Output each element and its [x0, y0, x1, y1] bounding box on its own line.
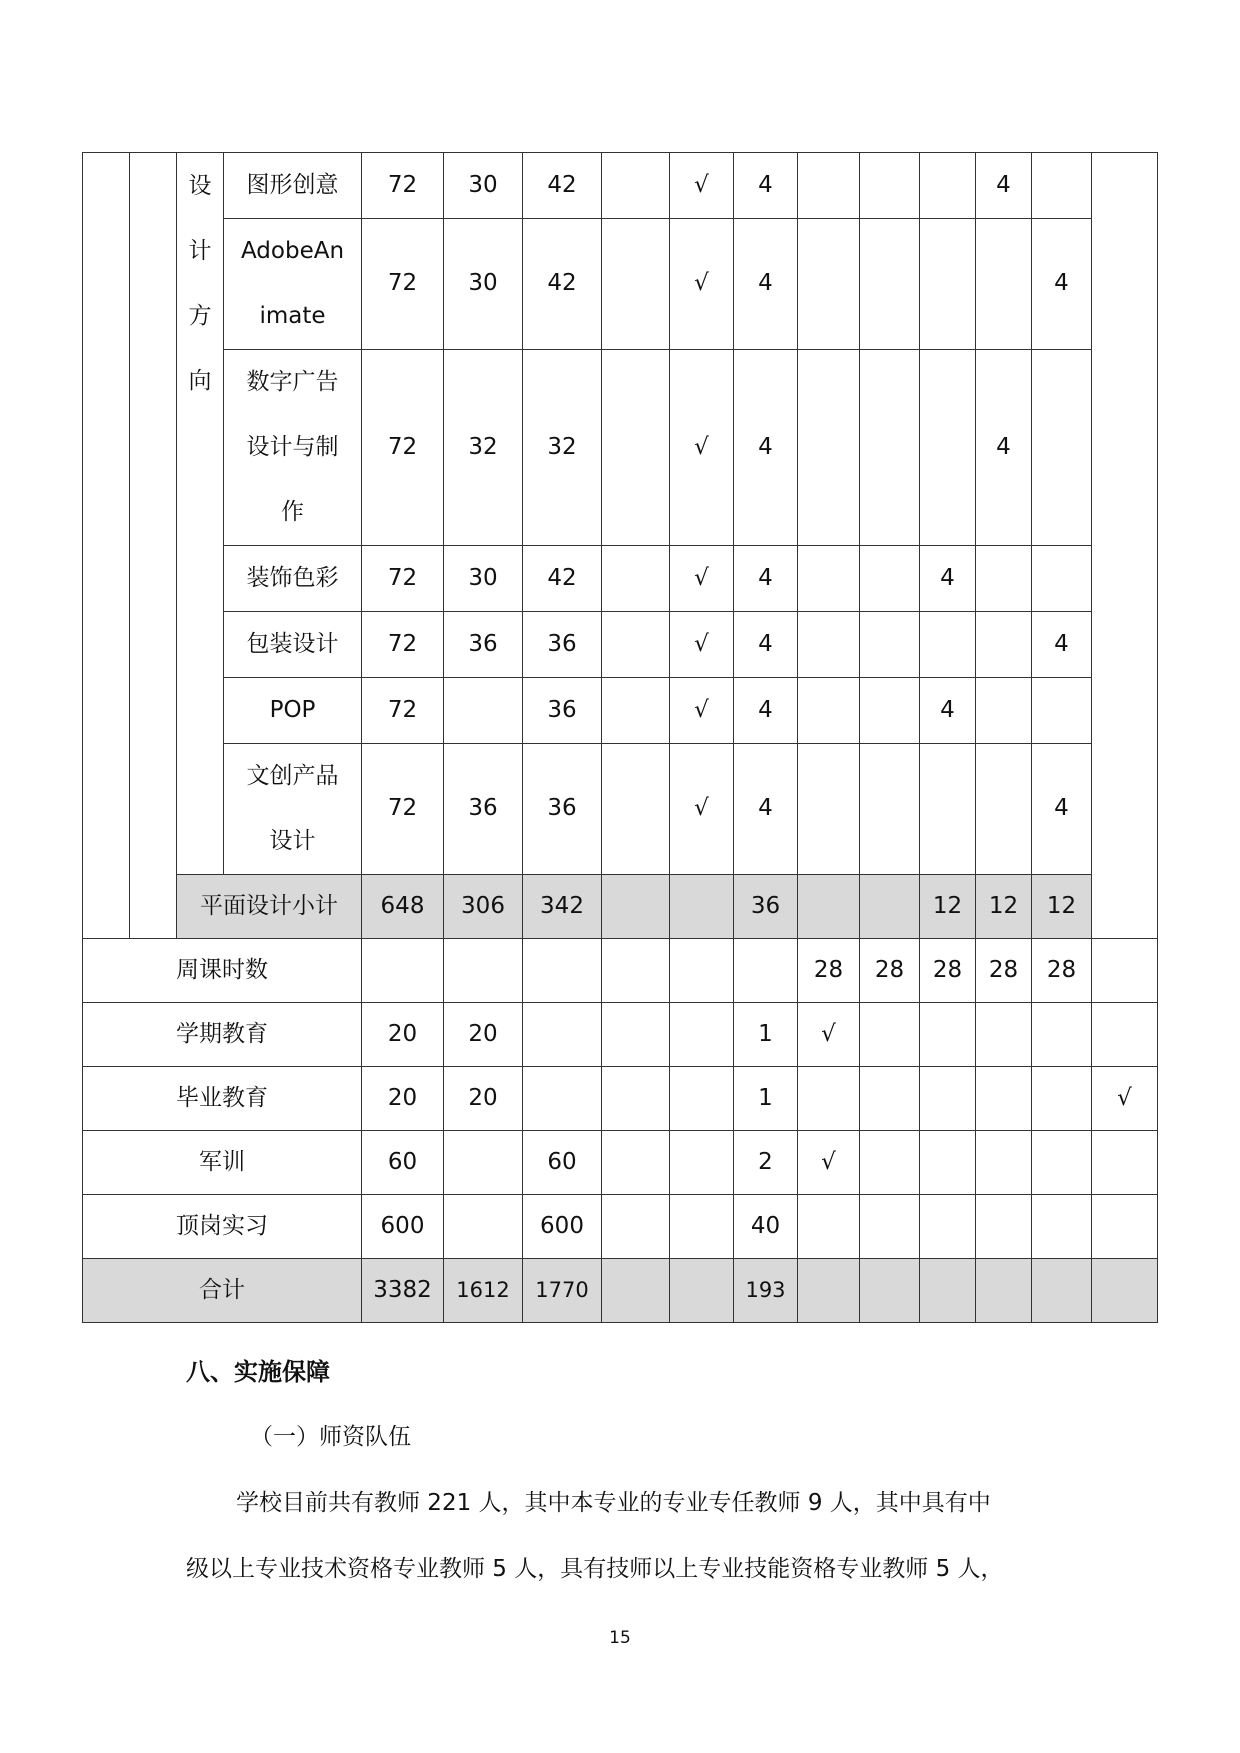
credit: 193	[734, 1259, 798, 1323]
exam-mark	[602, 678, 670, 744]
paragraph-line: 级以上专业技术资格专业教师 5 人，具有技师以上专业技能资格专业教师 5 人，	[186, 1556, 1004, 1582]
credit: 4	[734, 744, 798, 875]
semester-6	[1092, 1259, 1158, 1323]
semester-5: 28	[1032, 939, 1092, 1003]
theory-hours: 30	[444, 546, 523, 612]
section-heading: 八、实施保障	[186, 1358, 330, 1386]
semester-2	[860, 1259, 920, 1323]
group-cell	[83, 153, 130, 939]
semester-4: 4	[976, 153, 1032, 219]
semester-4	[976, 744, 1032, 875]
theory-hours: 30	[444, 219, 523, 350]
semester-5: 4	[1032, 219, 1092, 350]
semester-6	[1092, 1195, 1158, 1259]
table-row	[83, 612, 1158, 678]
semester-3	[920, 1003, 976, 1067]
theory-hours	[444, 1131, 523, 1195]
table-row	[83, 546, 1158, 612]
credit: 4	[734, 546, 798, 612]
semester-6	[1092, 1131, 1158, 1195]
total-hours: 60	[362, 1131, 444, 1195]
credit: 4	[734, 350, 798, 546]
total-hours: 72	[362, 678, 444, 744]
exam-mark	[602, 612, 670, 678]
exam-mark	[602, 546, 670, 612]
semester-5	[1032, 350, 1092, 546]
semester-3	[920, 1067, 976, 1131]
semester-1	[798, 153, 860, 219]
semester-2	[860, 875, 920, 939]
theory-hours: 20	[444, 1067, 523, 1131]
exam-mark	[602, 1067, 670, 1131]
practice-hours: 42	[523, 546, 602, 612]
semester-3	[920, 219, 976, 350]
check-mark: √	[670, 678, 734, 744]
semester-1: √	[798, 1003, 860, 1067]
total-label: 合计	[83, 1259, 362, 1323]
summary-row	[83, 1195, 1158, 1259]
semester-6: √	[1092, 1067, 1158, 1131]
semester-4	[976, 678, 1032, 744]
summary-label: 周课时数	[83, 939, 362, 1003]
semester-3	[920, 1195, 976, 1259]
total-hours: 72	[362, 350, 444, 546]
exam-mark	[602, 939, 670, 1003]
semester-1	[798, 546, 860, 612]
total-hours: 3382	[362, 1259, 444, 1323]
semester-3	[920, 744, 976, 875]
semester-4	[976, 1195, 1032, 1259]
theory-hours: 306	[444, 875, 523, 939]
practice-hours: 36	[523, 612, 602, 678]
summary-label: 学期教育	[83, 1003, 362, 1067]
practice-hours: 42	[523, 219, 602, 350]
check-mark	[670, 1131, 734, 1195]
practice-hours: 60	[523, 1131, 602, 1195]
course-name: 文创产品 设计	[224, 744, 362, 875]
check-mark: √	[670, 546, 734, 612]
semester-2	[860, 153, 920, 219]
semester-4	[976, 1259, 1032, 1323]
practice-hours: 342	[523, 875, 602, 939]
theory-hours	[444, 678, 523, 744]
table-row	[83, 153, 1158, 219]
semester-4: 12	[976, 875, 1032, 939]
check-mark: √	[670, 153, 734, 219]
semester-4	[976, 612, 1032, 678]
course-name: 图形创意	[224, 153, 362, 219]
practice-hours	[523, 939, 602, 1003]
semester-4	[976, 219, 1032, 350]
credit: 4	[734, 153, 798, 219]
semester-2	[860, 219, 920, 350]
total-row	[83, 1259, 1158, 1323]
direction-char: 向	[188, 368, 212, 394]
exam-mark	[602, 350, 670, 546]
semester-3	[920, 612, 976, 678]
exam-mark	[602, 1003, 670, 1067]
semester-2	[860, 612, 920, 678]
semester-5	[1032, 1067, 1092, 1131]
summary-label: 顶岗实习	[83, 1195, 362, 1259]
semester-4: 4	[976, 350, 1032, 546]
theory-hours: 36	[444, 744, 523, 875]
semester-1	[798, 1259, 860, 1323]
semester-1	[798, 1195, 860, 1259]
course-name: POP	[224, 678, 362, 744]
summary-label: 军训	[83, 1131, 362, 1195]
credit: 1	[734, 1067, 798, 1131]
check-mark: √	[670, 219, 734, 350]
check-mark	[670, 939, 734, 1003]
semester-1: 28	[798, 939, 860, 1003]
semester-3	[920, 1259, 976, 1323]
exam-mark	[602, 153, 670, 219]
semester-3: 4	[920, 678, 976, 744]
exam-mark	[602, 744, 670, 875]
semester-1	[798, 678, 860, 744]
semester-2	[860, 1195, 920, 1259]
semester-2	[860, 1131, 920, 1195]
semester-6	[1092, 153, 1158, 939]
semester-6	[1092, 1003, 1158, 1067]
semester-5	[1032, 678, 1092, 744]
course-name: 包装设计	[224, 612, 362, 678]
semester-2	[860, 1003, 920, 1067]
semester-4	[976, 546, 1032, 612]
credit: 4	[734, 678, 798, 744]
exam-mark	[602, 1131, 670, 1195]
semester-5	[1032, 1259, 1092, 1323]
section-subheading: （一）师资队伍	[250, 1424, 411, 1450]
summary-row	[83, 939, 1158, 1003]
check-mark: √	[670, 350, 734, 546]
exam-mark	[602, 875, 670, 939]
exam-mark	[602, 1259, 670, 1323]
semester-6	[1092, 939, 1158, 1003]
check-mark: √	[670, 744, 734, 875]
check-mark	[670, 1259, 734, 1323]
summary-row	[83, 1003, 1158, 1067]
subgroup-cell	[130, 153, 177, 939]
semester-5	[1032, 546, 1092, 612]
total-hours: 20	[362, 1003, 444, 1067]
total-hours: 72	[362, 612, 444, 678]
practice-hours: 600	[523, 1195, 602, 1259]
practice-hours	[523, 1067, 602, 1131]
credit: 4	[734, 612, 798, 678]
direction-char: 方	[188, 303, 212, 329]
practice-hours: 42	[523, 153, 602, 219]
semester-1	[798, 1067, 860, 1131]
subtotal-label: 平面设计小计	[177, 875, 362, 939]
semester-5	[1032, 1131, 1092, 1195]
semester-4	[976, 1131, 1032, 1195]
direction-char: 设	[188, 173, 212, 199]
total-hours: 72	[362, 219, 444, 350]
semester-2	[860, 350, 920, 546]
semester-5	[1032, 1195, 1092, 1259]
total-hours: 648	[362, 875, 444, 939]
check-mark	[670, 875, 734, 939]
semester-5	[1032, 153, 1092, 219]
semester-2	[860, 546, 920, 612]
table-row	[83, 678, 1158, 744]
semester-5: 12	[1032, 875, 1092, 939]
semester-3: 4	[920, 546, 976, 612]
course-plan-body	[83, 153, 1158, 1323]
course-name: AdobeAn imate	[224, 219, 362, 350]
credit: 36	[734, 875, 798, 939]
practice-hours: 1770	[523, 1259, 602, 1323]
page-number: 15	[609, 1628, 631, 1648]
credit: 4	[734, 219, 798, 350]
semester-2	[860, 744, 920, 875]
semester-1	[798, 744, 860, 875]
summary-row	[83, 1131, 1158, 1195]
total-hours: 72	[362, 744, 444, 875]
semester-1	[798, 219, 860, 350]
check-mark	[670, 1003, 734, 1067]
semester-4	[976, 1067, 1032, 1131]
check-mark	[670, 1195, 734, 1259]
direction-cell	[177, 153, 224, 875]
semester-3: 28	[920, 939, 976, 1003]
total-hours: 600	[362, 1195, 444, 1259]
semester-4: 28	[976, 939, 1032, 1003]
practice-hours: 36	[523, 744, 602, 875]
theory-hours: 32	[444, 350, 523, 546]
credit: 1	[734, 1003, 798, 1067]
paragraph-line: 学校目前共有教师 221 人，其中本专业的专业专任教师 9 人，其中具有中	[236, 1490, 991, 1516]
credit: 40	[734, 1195, 798, 1259]
semester-5: 4	[1032, 612, 1092, 678]
semester-3	[920, 1131, 976, 1195]
semester-1	[798, 612, 860, 678]
table-row	[83, 744, 1158, 875]
exam-mark	[602, 1195, 670, 1259]
course-plan-table	[82, 152, 1158, 1323]
total-hours: 20	[362, 1067, 444, 1131]
semester-1	[798, 875, 860, 939]
semester-2: 28	[860, 939, 920, 1003]
semester-2	[860, 1067, 920, 1131]
semester-1	[798, 350, 860, 546]
credit: 2	[734, 1131, 798, 1195]
subtotal-row	[83, 875, 1158, 939]
theory-hours: 36	[444, 612, 523, 678]
direction-char: 计	[188, 238, 212, 264]
check-mark	[670, 1067, 734, 1131]
total-hours: 72	[362, 153, 444, 219]
total-hours: 72	[362, 546, 444, 612]
exam-mark	[602, 219, 670, 350]
theory-hours: 1612	[444, 1259, 523, 1323]
theory-hours: 30	[444, 153, 523, 219]
total-hours	[362, 939, 444, 1003]
semester-4	[976, 1003, 1032, 1067]
summary-label: 毕业教育	[83, 1067, 362, 1131]
course-name: 数字广告 设计与制 作	[224, 350, 362, 546]
theory-hours	[444, 1195, 523, 1259]
semester-5	[1032, 1003, 1092, 1067]
practice-hours	[523, 1003, 602, 1067]
theory-hours: 20	[444, 1003, 523, 1067]
semester-2	[860, 678, 920, 744]
summary-row	[83, 1067, 1158, 1131]
semester-3	[920, 153, 976, 219]
check-mark: √	[670, 612, 734, 678]
semester-5: 4	[1032, 744, 1092, 875]
practice-hours: 32	[523, 350, 602, 546]
course-name: 装饰色彩	[224, 546, 362, 612]
semester-3	[920, 350, 976, 546]
theory-hours	[444, 939, 523, 1003]
semester-1: √	[798, 1131, 860, 1195]
table-row	[83, 350, 1158, 546]
table-row	[83, 219, 1158, 350]
credit	[734, 939, 798, 1003]
semester-3: 12	[920, 875, 976, 939]
practice-hours: 36	[523, 678, 602, 744]
